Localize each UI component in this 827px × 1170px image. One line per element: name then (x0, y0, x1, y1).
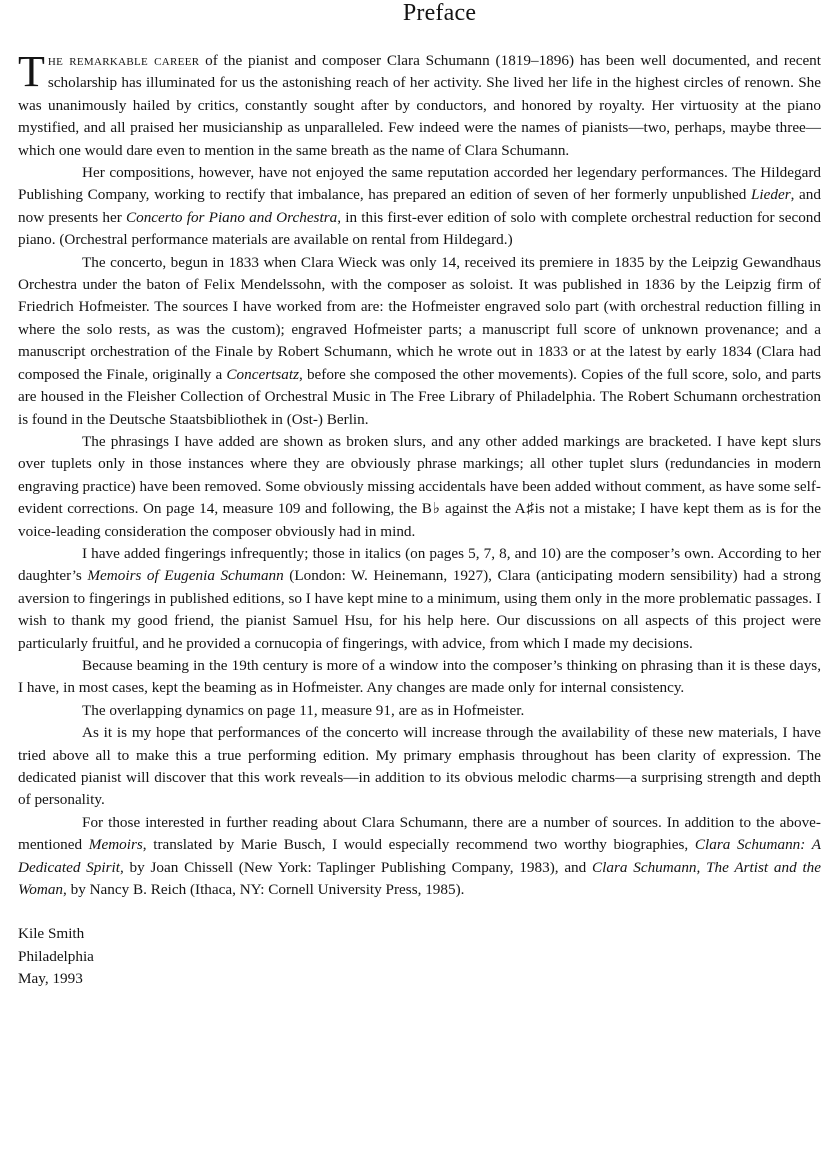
paragraph-text: For those interested in further reading about Clara Schumann, there are a number of sources. In addition to the above-mentioned (18, 813, 821, 854)
paragraph-text: , translated by Marie Busch, I would especially recommend two worthy biographies, (142, 836, 695, 854)
paragraph-text: , in this first-ever edition of solo with complete orchestral reduction for second piano. (Orchestral performance materials are available on rental from Hildegard.) (18, 208, 821, 249)
paragraph-text: , by Joan Chissell (New York: Taplinger Publishing Company, 1983), and (119, 858, 593, 876)
paragraph-text: The overlapping dynamics on page 11, measure 91, are as in Hofmeister. (82, 701, 525, 719)
italic-title: Concerto for Piano and Orchestra (125, 208, 338, 226)
paragraph-text: , before she composed the other movements). Copies of the full score, solo, and parts are housed in the Fleisher Collection of Orchestral Music in The Free Library of Philadelphia. The Robert Schumann orchestration is found in the Deutsche Staatsbibliothek in (Ost-) Berlin. (18, 365, 821, 428)
paragraph-1 (18, 47, 821, 162)
italic-term: Concertsatz (226, 365, 299, 383)
paragraph-5 (18, 543, 821, 655)
preface-body (18, 47, 822, 901)
paragraph-text: of the pianist and composer Clara Schumann (1819–1896) has been well documented, and recent scholarship has illuminated for us the astonishing reach of her activity. She lived her life in the highest circles of renown. She was unanimously hailed by critics, constantly sought after by conductors, and honored by royalty. Her virtuosity at the piano mystified, and all praised her musicianship as unparalleled. Few indeed were the names of pianists—two, perhaps, maybe three—which one would dare even to mention in the same breath as the name of Clara Schumann. (18, 52, 821, 159)
paragraph-text: The concerto, begun in 1833 when Clara Wieck was only 14, received its premiere in 1835 by the Leipzig Gewandhaus Orchestra under the baton of Felix Mendelssohn, with the composer as soloist. It was published in 1836 by the Leipzig firm of Friedrich Hofmeister. The sources I have worked from are: the Hofmeister engraved solo part (with orchestral reduction filling in where the solo rests, as was the custom); engraved Hofmeister parts; a manuscript full score of unknown provenance; and a manuscript orchestration of the Finale by Robert Schumann, which he wrote out in 1833 or at the latest by early 1834 (Clara had composed the Finale, originally a (18, 253, 821, 383)
author-place: Philadelphia (18, 947, 94, 965)
paragraph-text: The phrasings I have added are shown as broken slurs, and any other added markings are bracketed. I have kept slurs over tuplets only in those instances where they are obviously phrase markings; all other tuplet slurs (redundancies in modern engraving practice) have been removed. Some obviously missing accidentals have been added without comment, as have some self-evident corrections. On page 14, measure 109 and following, the B♭ against the A♯is not a mistake; I have kept them as is for the voice-leading consideration the composer obviously had in mind. (18, 432, 821, 540)
paragraph-text: Her compositions, however, have not enjoyed the same reputation accorded her legendary performances. The Hildegard Publishing Company, working to rectify that imbalance, has prepared an edition of seven of her formerly unpublished (18, 164, 821, 204)
paragraph-2 (18, 162, 821, 252)
italic-title: Lieder (750, 186, 791, 204)
signature-block (18, 923, 821, 990)
paragraph-7 (18, 700, 821, 722)
italic-title: Memoirs of Eugenia Schumann (87, 567, 284, 585)
paragraph-text: , and now presents her (18, 186, 821, 226)
author-name: Kile Smith (18, 925, 85, 943)
paragraph-4 (18, 431, 821, 543)
italic-title: Clara Schumann: A Dedicated Spirit (18, 836, 822, 876)
paragraph-9 (18, 812, 821, 902)
paragraph-text: (London: W. Heinemann, 1927), Clara (anticipating modern sensibility) had a strong aversion to fingerings in published editions, so I have kept mine to a minimum, using them only in the more problematic passages. I wish to thank my good friend, the pianist Samuel Hsu, for his help here. Our discussions on all aspects of this project were particularly fruitful, and he provided a cornucopia of fingerings, with advice, from which I made my decisions. (18, 567, 821, 652)
paragraph-6 (18, 655, 821, 700)
paragraph-3 (18, 252, 821, 431)
lead-in-smallcaps: he remarkable career (47, 52, 200, 69)
italic-title: Clara Schumann, The Artist and the Woman (18, 858, 822, 899)
paragraph-text: , by Nancy B. Reich (Ithaca, NY: Cornell University Press, 1985). (63, 881, 465, 899)
paragraph-8 (18, 722, 821, 812)
paragraph-text: Because beaming in the 19th century is more of a window into the composer’s thinking on phrasing than it is these days, I have, in most cases, kept the beaming as in Hofmeister. Any changes are made only for internal consistency. (18, 656, 821, 697)
signature-date: May, 1993 (18, 970, 83, 988)
paragraph-text: As it is my hope that performances of the concerto will increase through the availability of these new materials, I have tried above all to make this a true performing edition. My primary emphasis throughout has been clarity of expression. The dedicated pianist will discover that this work reveals—in addition to its obvious melodic charms—a surprising strength and depth of personality. (18, 724, 821, 809)
drop-cap: T (18, 47, 45, 96)
paragraph-text: I have added fingerings infrequently; those in italics (on pages 5, 7, 8, and 10) are the composer’s own. According to her daughter’s (18, 544, 821, 585)
italic-title: Memoirs (88, 836, 143, 854)
page-title: Preface (402, 0, 477, 26)
